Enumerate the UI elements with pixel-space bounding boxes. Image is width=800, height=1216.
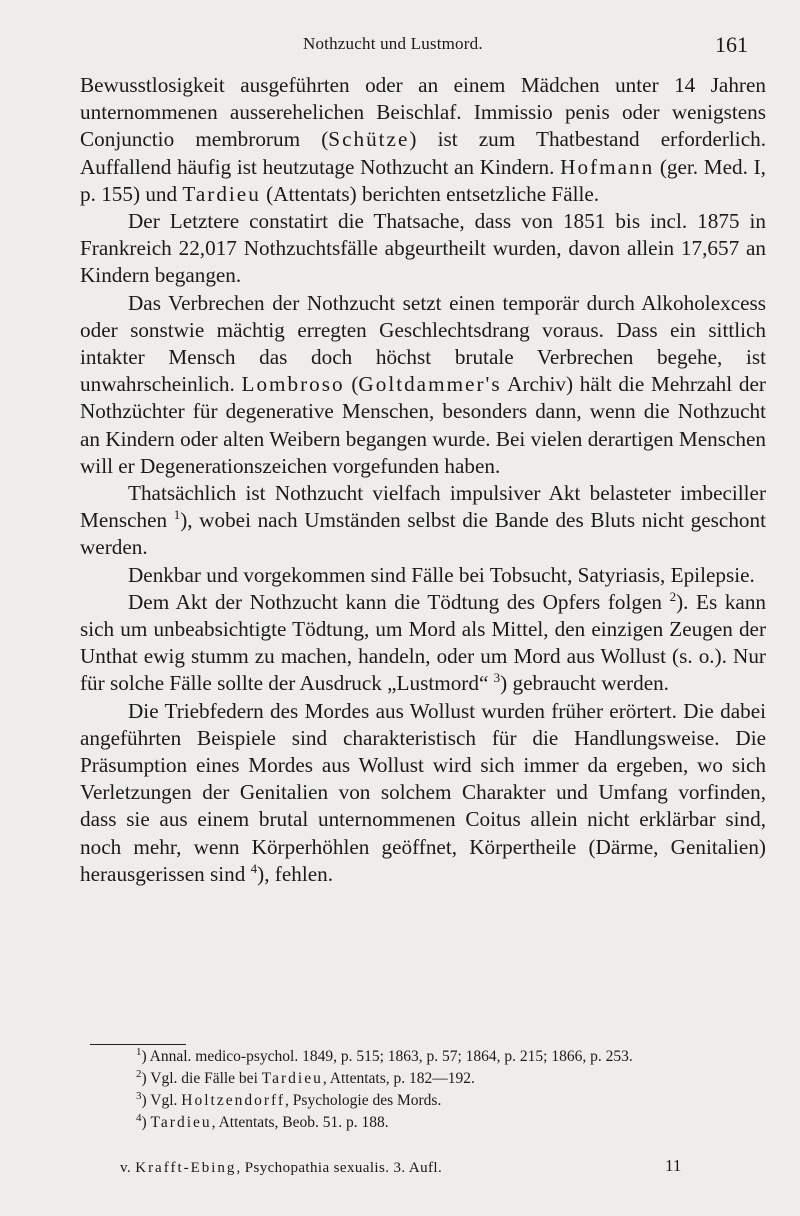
footnote-1: $^1$) Annal. medico-psychol. 1849, p. 515; 1863, p. 57; 1864, p. 215; 1866, p. 253. (136, 1046, 633, 1065)
footnote-ref: 3 (493, 670, 501, 686)
author-name: Krafft-Ebing (135, 1160, 237, 1176)
footnote-ref: 2 (669, 588, 677, 604)
signature-number: 11 (665, 1156, 682, 1175)
author-name: Goltdammer's (358, 372, 502, 397)
printer-signature: v. Krafft-Ebing, Psychopathia sexualis. 3. Aufl. (120, 1160, 443, 1176)
paragraph-5: Denkbar und vorgekommen sind Fälle bei Tobsucht, Satyriasis, Epilepsie. (128, 562, 755, 587)
footnote-rule (90, 1044, 186, 1045)
running-title: Nothzucht und Lustmord. (303, 34, 483, 53)
footnote-ref: 4 (250, 860, 258, 876)
author-name: Lombroso (241, 372, 345, 397)
body-text (80, 72, 766, 888)
page-number: 161 (715, 32, 748, 57)
running-head (0, 30, 800, 58)
paragraph-4: Thatsächlich ist Nothzucht vielfach impulsiver Akt belasteter imbeciller Menschen $^1$), wobei nach Umständen selbst die Bande des Bluts nicht geschont werden. (80, 481, 766, 560)
author-name: Tardieu (182, 181, 261, 206)
footnote-2: $^2$) Vgl. die Fälle bei Tardieu, Attentats, p. 182—192. (136, 1068, 475, 1087)
author-name: Tardieu (150, 1114, 212, 1131)
paragraph-6: Dem Akt der Nothzucht kann die Tödtung des Opfers folgen $^2$). Es kann sich um unbeabsichtigte Tödtung, um Mord als Mittel, den einzigen Zeugen der Unthat ewig stumm zu machen, handeln, oder um Mord aus Wollust (s. o.). Nur für solche Fälle sollte der Ausdruck „Lustmord“ $^3$) gebraucht werden. (80, 588, 767, 696)
paragraph-3: Das Verbrechen der Nothzucht setzt einen temporär durch Alkoholexcess oder sonstwie mächtig erregten Geschlechtsdrang voraus. Dass ein sittlich intakter Mensch das doch höchst brutale Verbrechen begehe, ist unwahrscheinlich. Lombroso (Goltdammer's Archiv) hält die Mehrzahl der Nothzüchter für degenerative Menschen, besonders dann, wenn die Nothzucht an Kindern oder alten Weibern begangen wurde. Bei vielen derartigen Menschen will er Degenerationszeichen vorgefunden haben. (80, 290, 766, 478)
author-name: Holtzendorff (181, 1092, 286, 1109)
footnotes (86, 1046, 776, 1134)
footnote-ref: 1 (173, 507, 181, 523)
footnote-3: $^3$) Vgl. Holtzendorff, Psychologie des Mords. (136, 1090, 442, 1109)
paragraph-1: Bewusstlosigkeit ausgeführten oder an einem Mädchen unter 14 Jahren unternommenen ausserehelichen Beischlaf. Immissio penis oder wenigstens Conjunctio membrorum (Schütze) ist zum Thatbestand erforderlich. Auffallend häufig ist heutzutage Nothzucht an Kindern. Hofmann (ger. Med. I, p. 155) und Tardieu (Attentats) berichten entsetzliche Fälle. (80, 73, 766, 206)
author-name: Tardieu (261, 1070, 323, 1087)
author-name: Schütze (328, 127, 410, 152)
footnote-4: $^4$) Tardieu, Attentats, Beob. 51. p. 188. (136, 1112, 389, 1131)
paragraph-2: Der Letztere constatirt die Thatsache, dass von 1851 bis incl. 1875 in Frankreich 22,017 Nothzuchtsfälle abgeurtheilt wurden, davon allein 17,657 an Kindern begangen. (80, 209, 766, 288)
paragraph-7: Die Triebfedern des Mordes aus Wollust wurden früher erörtert. Die dabei angeführten Beispiele sind charakteristisch für die Handlungsweise. Die Präsumption eines Mordes aus Wollust wird sich immer da ergeben, wo sich Verletzungen der Genitalien von solchem Charakter und Umfang vorfinden, dass sie aus einem brutal unternommenen Coitus allein nicht erklärbar sind, noch mehr, wenn Körperhöhlen geöffnet, Körpertheile (Därme, Genitalien) herausgerissen sind $^4$), fehlen. (80, 698, 766, 886)
author-name: Hofmann (560, 154, 655, 179)
